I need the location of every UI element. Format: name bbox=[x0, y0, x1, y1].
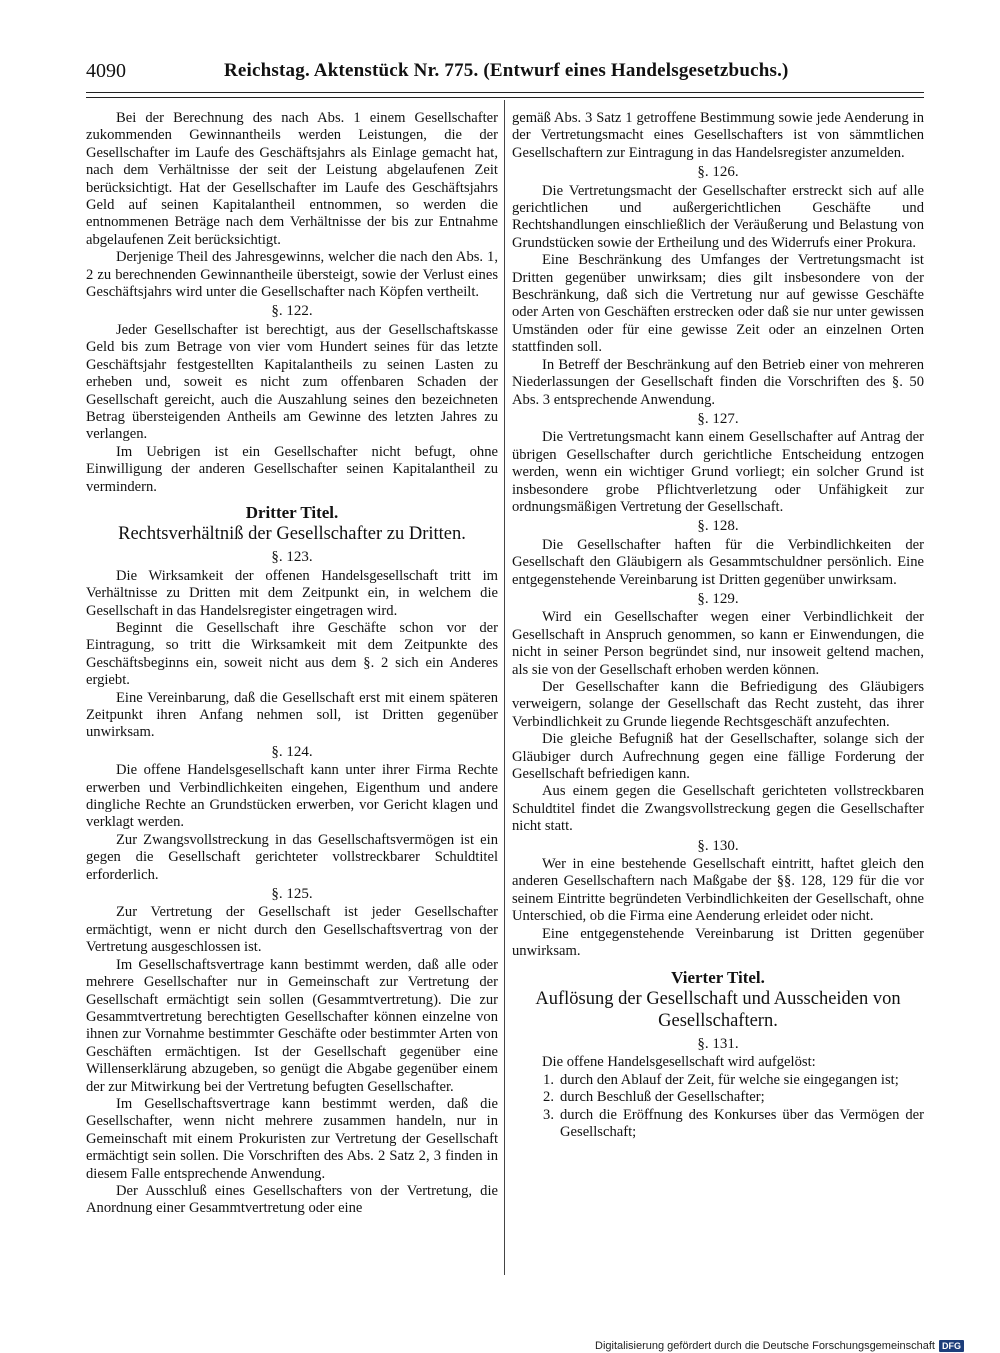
paragraph: Zur Vertretung der Gesellschaft ist jeder Gesellschafter ermächtigt, wenn er nicht durch den Gesellschaftsvertrag von der Vertretung ausgeschlossen ist. bbox=[86, 904, 498, 956]
page-number: 4090 bbox=[86, 60, 126, 82]
section-heading: §. 123. bbox=[271, 549, 313, 566]
credit-text: Digitalisierung gefördert durch die Deutsche Forschungsgemeinschaft bbox=[595, 1340, 935, 1352]
running-title: Reichstag. Aktenstück Nr. 775. (Entwurf eines Handelsgesetzbuchs.) bbox=[224, 60, 789, 81]
paragraph: Wer in eine bestehende Gesellschaft eintritt, haftet gleich den anderen Gesellschaftern nach Maßgabe der §§. 128, 129 für die vor seinem Eintritte begründeten Verbindlichkeiten der Gesellschaft, ohne Unterschied, ob die Firma eine Aenderung erleidet oder nicht. bbox=[512, 856, 924, 925]
section-heading: §. 125. bbox=[271, 886, 313, 903]
page-header bbox=[86, 58, 924, 88]
paragraph: Der Ausschluß eines Gesellschafters von der Vertretung, die Anordnung einer Gesammtvertretung oder eine bbox=[86, 1182, 498, 1217]
paragraph: Aus einem gegen die Gesellschaft gerichteten vollstreckbaren Schuldtitel findet die Zwangsvollstreckung gegen die Gesellschafter nicht statt. bbox=[512, 783, 924, 835]
section-heading: §. 128. bbox=[697, 518, 739, 535]
paragraph: Im Uebrigen ist ein Gesellschafter nicht befugt, ohne Einwilligung der anderen Gesellschafter seinen Kapitalantheil zu vermindern. bbox=[86, 443, 498, 495]
paragraph: Eine Beschränkung des Umfanges der Vertretungsmacht ist Dritten gegenüber unwirksam; dies gilt insbesondere von der Beschränkung, daß sich die Vertretung nur auf gewisse Geschäfte oder Arten von Geschäften erstrecken oder daß sie nur unter gewissen Umständen oder für eine gewisse Zeit oder an einzelnen Orten stattfinden soll. bbox=[512, 252, 924, 356]
list-item bbox=[512, 1107, 924, 1142]
list-number: 1. bbox=[543, 1071, 554, 1088]
paragraph: Eine Vereinbarung, daß die Gesellschaft erst mit einem späteren Zeitpunkt ihren Anfang nehmen soll, ist Dritten gegenüber unwirksam. bbox=[86, 689, 498, 741]
paragraph: Zur Zwangsvollstreckung in das Gesellschaftsvermögen ist ein gegen die Gesellschaft gerichteter vollstreckbarer Schuldtitel erforderlich. bbox=[86, 831, 498, 883]
paragraph: Die offene Handelsgesellschaft kann unter ihrer Firma Rechte erwerben und Verbindlichkeiten eingehen, Eigenthum und andere dingliche Rechte an Grundstücken erwerben, vor Gericht klagen und verklagt werden. bbox=[86, 762, 498, 831]
section-heading: §. 122. bbox=[271, 303, 313, 320]
section-heading: §. 126. bbox=[697, 164, 739, 181]
column-divider bbox=[504, 100, 505, 1275]
paragraph: Die offene Handelsgesellschaft wird aufgelöst: bbox=[542, 1054, 816, 1071]
list-text: durch Beschluß der Gesellschafter; bbox=[560, 1089, 765, 1106]
section-heading: §. 127. bbox=[697, 410, 739, 427]
list-text: durch den Ablauf der Zeit, für welche sie eingegangen ist; bbox=[560, 1071, 899, 1088]
paragraph: In Betreff der Beschränkung auf den Betrieb einer von mehreren Niederlassungen der Gesellschaft finden die Vorschriften des §. 50 Abs. 3 entsprechende Anwendung. bbox=[512, 356, 924, 408]
section-heading: §. 131. bbox=[697, 1035, 739, 1052]
right-column bbox=[512, 110, 924, 1141]
section-heading: §. 130. bbox=[697, 837, 739, 854]
paragraph: Die gleiche Befugniß hat der Gesellschafter, solange sich der Gläubiger durch Aufrechnung gegen eine fällige Forderung der Gesellschaft befriedigen kann. bbox=[512, 731, 924, 783]
paragraph: Bei der Berechnung des nach Abs. 1 einem Gesellschafter zukommenden Gewinnantheils werden Leistungen, die der Gesellschafter im Laufe des Geschäftsjahrs als Einlage gemacht hat, nach dem Verhältnisse der seit der Leistung abgelaufenen Zeit berücksichtigt. Hat der Gesellschafter im Laufe des Geschäftsjahrs Geld auf seinen Kapitalantheil entnommen, so werden die entnommenen Beträge nach dem Verhältnisse der bis zur Entnahme abgelaufenen Zeit berücksichtigt. bbox=[86, 110, 498, 248]
header-rule bbox=[86, 92, 924, 98]
paragraph: gemäß Abs. 3 Satz 1 getroffene Bestimmung sowie jede Aenderung in der Vertretungsmacht eines Gesellschafters ist von sämmtlichen Gesellschaftern zur Eintragung in das Handelsregister anzumelden. bbox=[512, 110, 924, 161]
paragraph: Im Gesellschaftsvertrage kann bestimmt werden, daß die Gesellschafter, wenn nicht mehrere zusammen handeln, nur in Gemeinschaft mit einem Prokuristen zur Vertretung der Gesellschaft ermächtigt sein sollen. Die Vorschriften des Abs. 2 Satz 2, 3 finden in diesem Falle entsprechende Anwendung. bbox=[86, 1095, 498, 1182]
paragraph: Beginnt die Gesellschaft ihre Geschäfte schon vor der Eintragung, so tritt die Wirksamkeit mit dem Zeitpunkte des Geschäftsbeginns ein, soweit nicht aus dem §. 2 sich ein Anderes ergiebt. bbox=[86, 619, 498, 689]
digitization-credit bbox=[595, 1340, 964, 1352]
paragraph: Die Gesellschafter haften für die Verbindlichkeiten der Gesellschaft den Gläubigern als Gesammtschuldner persönlich. Eine entgegenstehende Vereinbarung ist Dritten gegenüber unwirksam. bbox=[512, 536, 924, 588]
section-heading: §. 124. bbox=[271, 743, 313, 760]
list-number: 3. bbox=[543, 1106, 554, 1123]
paragraph: Derjenige Theil des Jahresgewinns, welcher die nach den Abs. 1, 2 zu berechnenden Gewinnantheile übersteigt, sowie der Verlust eines Geschäftsjahrs wird unter die Gesellschafter nach Köpfen vertheilt. bbox=[86, 249, 498, 301]
title-subheading: Auflösung der Gesellschaft und Ausscheiden von Gesellschaftern. bbox=[535, 988, 901, 1031]
title-subheading: Rechtsverhältniß der Gesellschafter zu Dritten. bbox=[118, 524, 466, 545]
list-text: durch die Eröffnung des Konkurses über das Vermögen der Gesellschaft; bbox=[560, 1106, 924, 1140]
list-item bbox=[512, 1072, 924, 1089]
list-item bbox=[512, 1089, 924, 1106]
paragraph: Die Vertretungsmacht der Gesellschafter erstreckt sich auf alle gerichtlichen und außergerichtlichen Geschäfte und Rechtshandlungen einschließlich der Veräußerung und Belastung von Grundstücken sowie der Ertheilung und des Widerrufs einer Prokura. bbox=[512, 182, 924, 251]
paragraph: Im Gesellschaftsvertrage kann bestimmt werden, daß alle oder mehrere Gesellschafter nur in Gemeinschaft zur Vertretung der Gesellschaft ermächtigt sein sollen (Gesammtvertretung). Die zur Gesammtvertretung berechtigten Gesellschafter können einzelne von ihnen zur Vornahme bestimmter Geschäfte oder bestimmter Arten von Geschäften ermächtigen. Ist der Gesellschaft gegenüber eine Willenserklärung abzugeben, so genügt die Abgabe gegenüber einem der zur Mitwirkung bei der Vertretung befugten Gesellschafter. bbox=[86, 956, 498, 1095]
paragraph: Die Vertretungsmacht kann einem Gesellschafter auf Antrag der übrigen Gesellschafter durch gerichtliche Entscheidung entzogen werden, wenn ein wichtiger Grund vorliegt; ein solcher Grund ist insbesondere grobe Pflichtverletzung oder Unfähigkeit zur ordnungsmäßigen Vertretung der Gesellschaft. bbox=[512, 429, 924, 515]
paragraph: Die Wirksamkeit der offenen Handelsgesellschaft tritt im Verhältnisse zu Dritten mit dem Zeitpunkt ein, in welchem die Gesellschaft in das Handelsregister eingetragen wird. bbox=[86, 567, 498, 619]
dfg-logo: DFG bbox=[939, 1340, 964, 1352]
section-heading: §. 129. bbox=[697, 590, 739, 607]
list-number: 2. bbox=[543, 1089, 554, 1106]
title-heading: Vierter Titel. bbox=[671, 967, 765, 987]
paragraph: Jeder Gesellschafter ist berechtigt, aus der Gesellschaftskasse Geld bis zum Betrage von vier vom Hundert seines für das letzte Geschäftsjahr festgestellten Kapitalantheils zu seinen Lasten zu erheben und, soweit es nicht zum offenbaren Schaden der Gesellschaft gereicht, auch die Auszahlung seines den bezeichneten Betrag übersteigenden Antheils am Gewinne des letzten Jahres zu verlangen. bbox=[86, 321, 498, 443]
paragraph: Der Gesellschafter kann die Befriedigung des Gläubigers verweigern, solange der Gesellschaft das Recht zusteht, das ihrer Verbindlichkeit zu Grunde liegende Rechtsgeschäft anzufechten. bbox=[512, 679, 924, 730]
left-column bbox=[86, 110, 498, 1218]
title-heading: Dritter Titel. bbox=[245, 502, 339, 522]
paragraph: Eine entgegenstehende Vereinbarung ist Dritten gegenüber unwirksam. bbox=[512, 925, 924, 960]
paragraph: Wird ein Gesellschafter wegen einer Verbindlichkeit der Gesellschaft in Anspruch genommen, so kann er Einwendungen, die nicht in seiner Person begründet sind, nur insoweit geltend machen, als sie von der Gesellschaft erhoben werden können. bbox=[512, 609, 924, 678]
